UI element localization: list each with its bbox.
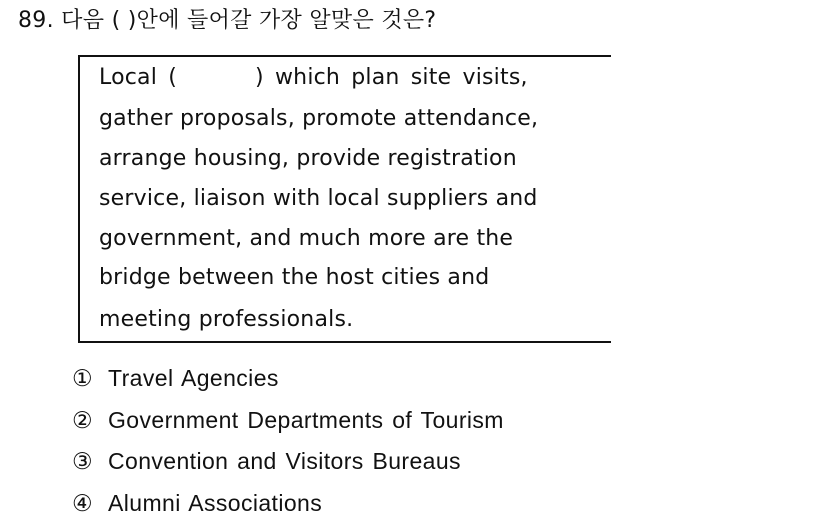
option-text-4: Alumni Associations: [108, 490, 322, 516]
answer-option-4[interactable]: [72, 485, 504, 526]
option-number-4: ④: [72, 485, 108, 521]
passage-line-3: arrange housing, provide registration: [99, 144, 517, 174]
answer-option-3[interactable]: [72, 443, 504, 485]
answer-options: [72, 360, 504, 526]
passage-text-before-blank: Local (: [99, 65, 177, 90]
answer-option-2[interactable]: [72, 402, 504, 444]
passage-box: [78, 55, 611, 343]
answer-option-1[interactable]: [72, 360, 504, 402]
question-title: 89. 다음 ( )안에 들어갈 가장 알맞은 것은?: [18, 4, 436, 38]
option-text-2: Government Departments of Tourism: [108, 407, 504, 433]
option-text-3: Convention and Visitors Bureaus: [108, 448, 461, 474]
passage-line-6: bridge between the host cities and: [99, 263, 489, 293]
passage-line-1: [99, 63, 528, 93]
passage-line-2: gather proposals, promote attendance,: [99, 104, 538, 134]
passage-line-7: meeting professionals.: [99, 305, 353, 335]
passage-line-5: government, and much more are the: [99, 224, 513, 254]
option-text-1: Travel Agencies: [108, 365, 279, 391]
option-number-2: ②: [72, 402, 108, 438]
option-number-1: ①: [72, 360, 108, 396]
passage-line-4: service, liaison with local suppliers and: [99, 184, 538, 214]
option-number-3: ③: [72, 443, 108, 479]
passage-text-after-blank: ) which plan site visits,: [255, 65, 528, 90]
